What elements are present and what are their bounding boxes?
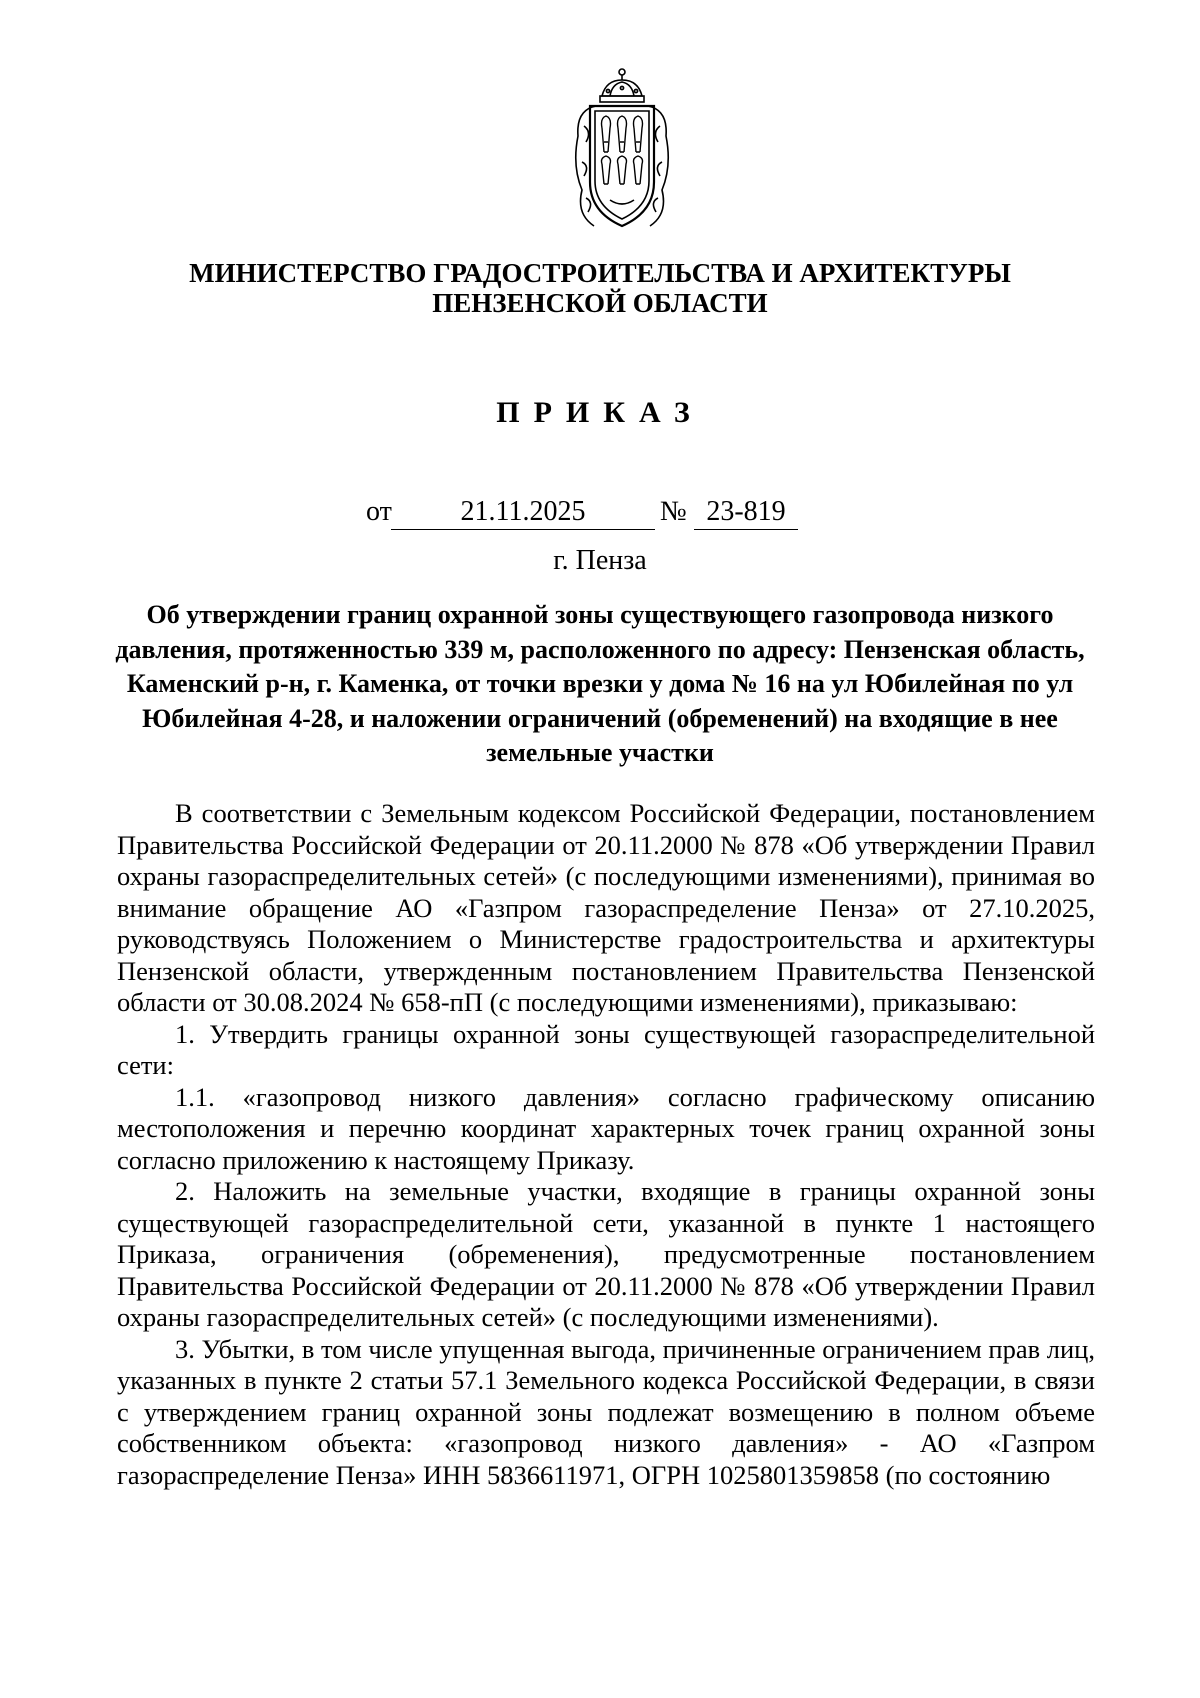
order-body [117, 798, 1095, 1491]
order-date: 21.11.2025 [391, 496, 655, 530]
ministry-name-line2: ПЕНЗЕНСКОЙ ОБЛАСТИ [432, 288, 768, 318]
number-prefix-label: № [660, 496, 687, 527]
order-subject: Об утверждении границ охранной зоны существующего газопровода низкого давления, протяженностью 339 м, расположенного по адресу: Пензенская область, Каменский р-н, г. Каменка, от точки врезки у дома № 16 на ул Юбилейная по ул Юбилейная 4-28, и наложении ограничений (обременений) на входящие в нее земельные участки [115, 600, 1085, 767]
date-number-line [0, 496, 1200, 530]
penza-coat-of-arms-icon [566, 66, 678, 234]
item-1-paragraph: 1. Утвердить границы охранной зоны существующей газораспределительной сети: [117, 1018, 1095, 1080]
item-1-1-paragraph: 1.1. «газопровод низкого давления» согласно графическому описанию местоположения и перечню координат характерных точек границ охранной зоны согласно приложению к настоящему Приказу. [117, 1081, 1095, 1175]
ministry-name-line1: МИНИСТЕРСТВО ГРАДОСТРОИТЕЛЬСТВА И АРХИТЕКТУРЫ [189, 258, 1011, 288]
city-label: г. Пенза [553, 545, 647, 576]
date-prefix-label: от [366, 496, 392, 527]
ministry-name [100, 258, 1100, 318]
document-type-title: ПРИКАЗ [496, 396, 704, 429]
item-2-paragraph: 2. Наложить на земельные участки, входящие в границы охранной зоны существующей газораспределительной сети, указанной в пункте 1 настоящего Приказа, ограничения (обременения), предусмотренные постановлением Правительства Российской Федерации от 20.11.2000 № 878 «Об утверждении Правил охраны газораспределительных сетей» (с последующими изменениями). [117, 1176, 1095, 1332]
order-number: 23-819 [694, 496, 798, 530]
preamble-paragraph: В соответствии с Земельным кодексом Российской Федерации, постановлением Правительства Российской Федерации от 20.11.2000 № 878 «Об утверждении Правил охраны газораспределительных сетей» (с последующими изменениями), принимая во внимание обращение АО «Газпром газораспределение Пенза» от 27.10.2025, руководствуясь Положением о Министерстве градостроительства и архитектуры Пензенской области, утвержденным постановлением Правительства Пензенской области от 30.08.2024 № 658-пП (с последующими изменениями), приказываю: [117, 798, 1095, 1017]
item-3-paragraph: 3. Убытки, в том числе упущенная выгода, причиненные ограничением прав лиц, указанных в пункте 2 статьи 57.1 Земельного кодекса Российской Федерации, в связи с утверждением границ охранной зоны подлежат возмещению в полном объеме собственником объекта: «газопровод низкого давления» - АО «Газпром газораспределение Пенза» ИНН 5836611971, ОГРН 1025801359858 (по состоянию [117, 1333, 1095, 1490]
